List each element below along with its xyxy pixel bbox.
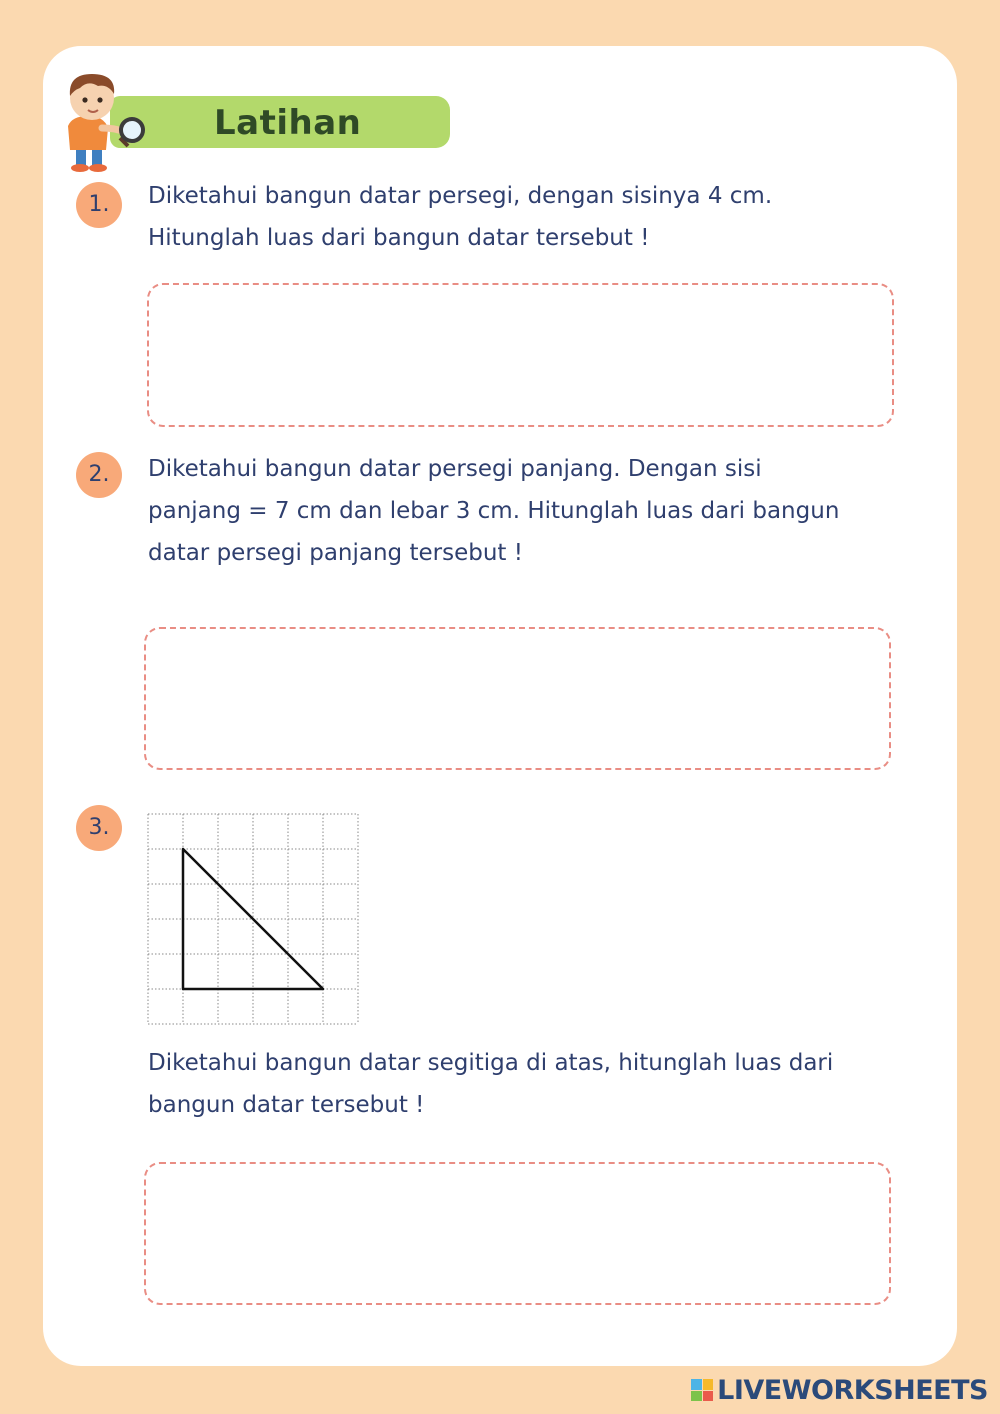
brand-mark-icon: [691, 1379, 713, 1401]
triangle-grid-figure: [146, 812, 360, 1026]
page-title: Latihan: [214, 103, 362, 143]
question-2-line: datar persegi panjang tersebut !: [148, 540, 523, 566]
question-text-3: [148, 1042, 908, 1126]
question-2-line: Diketahui bangun datar persegi panjang. Dengan sisi: [148, 456, 762, 482]
brand-name: LIVEWORKSHEETS: [717, 1374, 988, 1406]
question-3-line: Diketahui bangun datar segitiga di atas, hitunglah luas dari: [148, 1050, 834, 1076]
answer-box-3[interactable]: [144, 1162, 891, 1305]
question-3-line: bangun datar tersebut !: [148, 1092, 425, 1118]
answer-box-2[interactable]: [144, 627, 891, 770]
question-number-3: 3.: [76, 805, 122, 851]
question-number-1: 1.: [76, 182, 122, 228]
question-1-line: Hitunglah luas dari bangun datar tersebut !: [148, 225, 650, 251]
boy-with-magnifier-icon: [58, 66, 154, 174]
question-text-2: [148, 448, 908, 574]
question-text-1: [148, 175, 908, 259]
question-2-line: panjang = 7 cm dan lebar 3 cm. Hitunglah luas dari bangun: [148, 498, 840, 524]
brand-logo: [691, 1374, 988, 1406]
question-number-2: 2.: [76, 452, 122, 498]
question-1-line: Diketahui bangun datar persegi, dengan sisinya 4 cm.: [148, 183, 773, 209]
answer-box-1[interactable]: [147, 283, 894, 427]
